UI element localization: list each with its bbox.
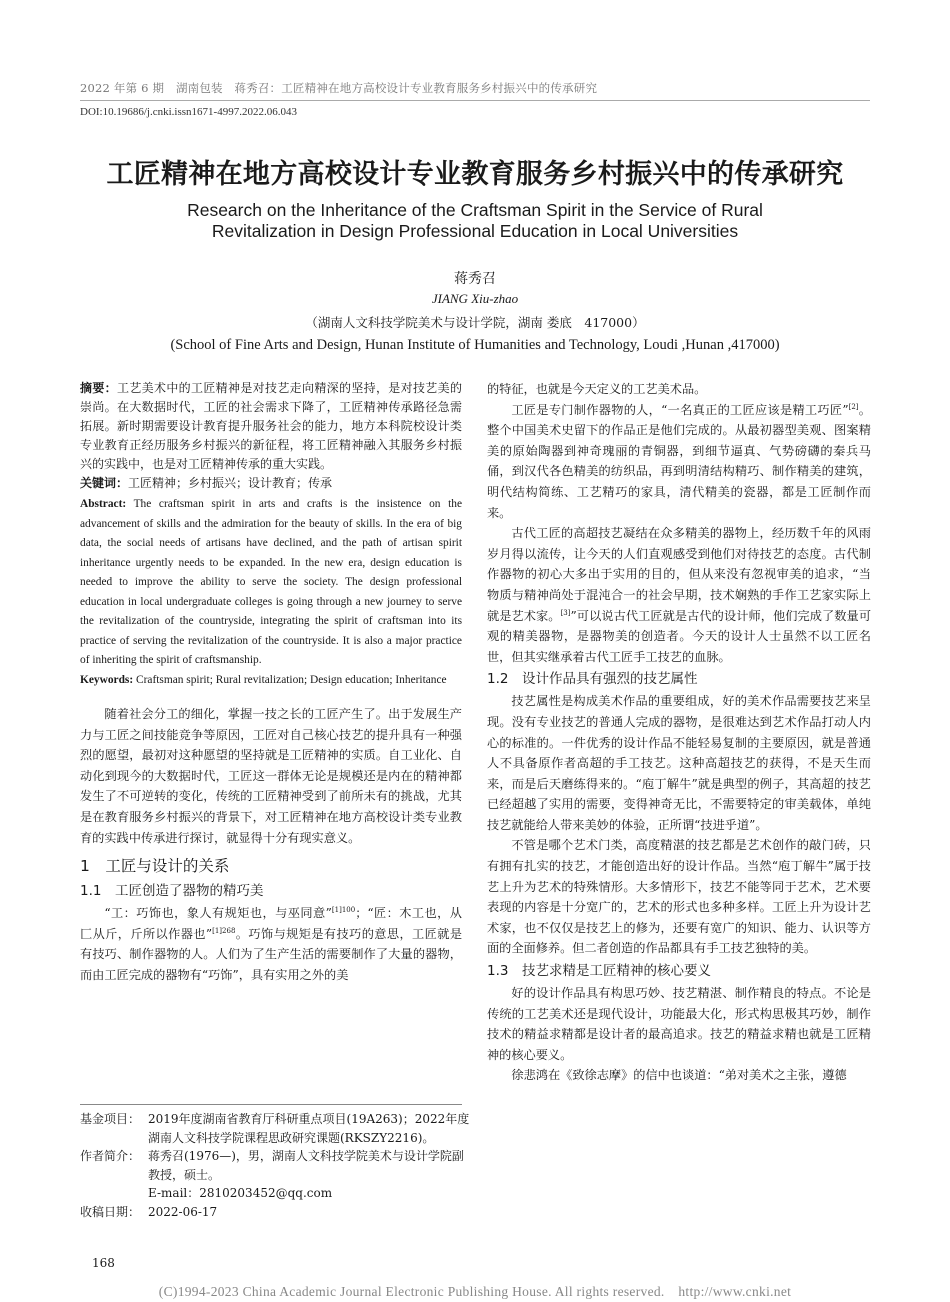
affiliation-en: (School of Fine Arts and Design, Hunan Institute of Humanities and Technology, Loudi ,Hunan ,417000) <box>170 337 780 353</box>
citation: [2] <box>848 402 859 411</box>
abstract-zh-text: 工艺美术中的工匠精神是对技艺走向精深的坚持，是对技艺美的崇尚。在大数据时代，工匠的社会需求下降了，工匠精神传承路径急需拓展。新时期需要设计教育提升服务社会的能力，地方本科院校设计类专业教育正经历服务乡村振兴的新征程，将工匠精神融入其服务乡村振兴的实践中，也是对工匠精神传承的重大实践。 <box>80 381 462 471</box>
abstract-en <box>80 495 462 671</box>
received-label: 收稿日期： <box>80 1204 141 1219</box>
keywords-zh <box>80 474 462 493</box>
section-heading-1-3: 1.3 技艺求精是工匠精神的核心要义 <box>487 963 711 980</box>
abstract-zh-label: 摘要： <box>80 381 117 395</box>
keywords-zh-text: 工匠精神；乡村振兴；设计教育；传承 <box>128 476 333 490</box>
author-bio-label: 作者简介： <box>80 1149 141 1163</box>
received-row <box>80 1203 470 1222</box>
title-zh: 工匠精神在地方高校设计专业教育服务乡村振兴中的传承研究 <box>106 159 844 190</box>
fund-row <box>80 1110 470 1147</box>
paragraph-1-1-continued: 的特征，也就是今天定义的工艺美术品。 <box>487 382 707 396</box>
copyright-line: (C)1994-2023 China Academic Journal Electronic Publishing House. All rights reserved. http://www.cnki.net <box>158 1284 792 1299</box>
doi: DOI:10.19686/j.cnki.issn1671-4997.2022.06.043 <box>80 106 297 118</box>
paragraph-3-2: 徐悲鸿在《致徐志摩》的信中也谈道：“弟对美术之主张，遵德 <box>511 1068 847 1083</box>
fund-text: 2019年度湖南省教育厅科研重点项目(19A263)；2022年度湖南人文科技学院课程思政研究课题(RKSZY2216)。 <box>148 1112 470 1145</box>
author-bio-text: 蒋秀召(1976—)，男，湖南人文科技学院美术与设计学院副教授，硕士。 <box>148 1149 464 1182</box>
page-number: 168 <box>92 1256 115 1270</box>
paragraph-2-1: 技艺属性是构成美术作品的重要组成，好的美术作品需要技艺来呈现。没有专业技艺的普通人完成的器物，是很难达到艺术作品打动人内心的标准的。一件优秀的设计作品不能轻易复制的主要原因，就是普通人不具备原作者高超的手工技艺。这种高超技艺的获得，不是天生而来，而是后天磨练得来的。“庖丁解牛”就是典型的例子，其高超的技艺已经超越了实用的需要，变得神奇无比，不需要特定的审美载体，单纯技艺就能给人带来美妙的体验，正所谓“技进乎道”。 <box>487 694 871 832</box>
fund-label: 基金项目： <box>80 1112 141 1126</box>
paragraph-1-1: “工：巧饰也，象人有规矩也，与巫同意”$^{[1]100}$；“匠：木工也，从匚从斤，斤所以作器也”$^{[1]268}$。巧饰与规矩是有技巧的意思，工匠就是有技巧、制作器物的人。人们为了生产生活的需要制作了大量的器物，而由工匠完成的器物有“巧饰”，具有实用之外的美 <box>80 906 463 982</box>
running-head: 2022 年第 6 期 湖南包装 蒋秀召：工匠精神在地方高校设计专业教育服务乡村振兴中的传承研究 <box>80 81 598 95</box>
keywords-en-text: Craftsman spirit; Rural revitalization; Design education; Inheritance <box>133 673 447 686</box>
footnote <box>80 1110 470 1221</box>
keywords-zh-label: 关键词： <box>80 476 129 490</box>
paragraph-2-2: 不管是哪个艺术门类，高度精湛的技艺都是艺术创作的敲门砖，只有拥有扎实的技艺，才能创造出好的设计作品。当然“庖丁解牛”属于技艺上升为艺术的特殊情形。大多情形下，技艺不能等同于艺术，艺术要表现的内容是十分宽广的，艺术的形式也多种多样。工匠上升为设计艺术家，也不仅仅是技艺上的修为，还要有宽广的知识、能力、认识等方面的全面修养。但二者创造的作品都具有手工技艺独特的美。 <box>487 838 871 956</box>
citation: [1]268 <box>212 926 236 935</box>
section-heading-1: 1 工匠与设计的关系 <box>80 857 230 876</box>
title-en <box>0 200 950 242</box>
author-name-zh: 蒋秀召 <box>454 271 496 287</box>
title-en-line2: Revitalization in Design Professional Education in Local Universities <box>211 221 739 241</box>
left-column <box>80 379 462 986</box>
keywords-en-label: Keywords: <box>80 673 134 686</box>
paragraph-1-2: 工匠是专门制作器物的人，“一名真正的工匠应该是精工巧匠”[2]。整个中国美术史留下的作品正是他们完成的。从最初器型美观、图案精美的原始陶器到神奇瑰丽的青铜器，到细节逼真、气势磅礴的秦兵马俑，到汉代各色精美的纺织品，再到明清结构精巧、制作精美的建筑，明代结构简练、工艺精巧的家具，清代精美的瓷器，都是工匠制作而来。 <box>487 402 871 520</box>
paragraph-3-1: 好的设计作品具有构思巧妙、技艺精湛、制作精良的特点。不论是传统的工艺美术还是现代设计，功能最大化，形式构思极其巧妙，制作技术的精益求精都是设计者的最高追求。技艺的精益求精也就是工匠精神的核心要义。 <box>487 986 871 1062</box>
citation: [3] <box>560 608 571 617</box>
abstract-en-text: The craftsman spirit in arts and crafts is the insistence on the advancement of skills and the admiration for the beauty of skills. In the era of big data, the social needs of artisans have declined, and the path of artisan spirit inheritance urgently needs to be expanded. In the new era, design education is needed to improve the ability to serve the society. The design professional education in local undergraduate colleges is going through a new journey to serve the revitalization of the countryside, integrating the spirit of craftsman into its practice of serving the revitalization of the countryside. It is also a major practice of inheriting the spirit of craftsmanship. <box>80 498 462 666</box>
citation: [1]100 <box>331 906 356 915</box>
keywords-en <box>80 671 462 691</box>
affiliation-zh: （湖南人文科技学院美术与设计学院，湖南 娄底 417000） <box>305 315 645 330</box>
right-column <box>487 379 871 1086</box>
section-heading-1-2: 1.2 设计作品具有强烈的技艺属性 <box>487 671 698 688</box>
footnote-rule <box>80 1104 462 1105</box>
header-rule <box>80 100 870 101</box>
abstract-zh <box>80 379 462 474</box>
intro-paragraph: 随着社会分工的细化，掌握一技之长的工匠产生了。出于发展生产力与工匠之间技能竞争等原因，工匠对自己核心技艺的提升具有一种强烈的愿望，最初对这种愿望的坚持就是工匠精神的实质。自工业化、自动化到现今的大数据时代，工匠这一群体无论是规模还是内在的精神都发生了不可逆转的变化，传统的工匠精神受到了前所未有的挑战，尤其是在教育服务乡村振兴的背景下，对工匠精神在地方高校设计类专业教育的实践中传承进行探讨，就显得十分有现实意义。 <box>80 707 462 845</box>
author-bio-row <box>80 1147 470 1203</box>
author-email: E-mail：2810203452@qq.com <box>148 1186 333 1200</box>
abstract-en-label: Abstract: <box>80 498 127 510</box>
received-date: 2022-06-17 <box>148 1204 218 1219</box>
section-heading-1-1: 1.1 工匠创造了器物的精巧美 <box>80 883 264 900</box>
paragraph-1-3: 古代工匠的高超技艺凝结在众多精美的器物上，经历数千年的风雨岁月得以流传，让今天的人们直观感受到他们对待技艺的态度。古代制作器物的初心大多出于实用的目的，但从来没有忽视审美的追求，“当物质与精神尚处于混沌合一的社会早期，技术娴熟的手作工艺家实际上就是艺术家。[3]”可以说古代工匠就是古代的设计师，他们完成了数量可观的精美器物，是器物美的创造者。今天的设计人士虽然不以工匠名世，但其实继承着古代工匠手工技艺的血脉。 <box>487 526 872 664</box>
title-en-line1: Research on the Inheritance of the Craftsman Spirit in the Service of Rural <box>187 200 763 220</box>
author-name-en: JIANG Xiu-zhao <box>431 291 519 306</box>
